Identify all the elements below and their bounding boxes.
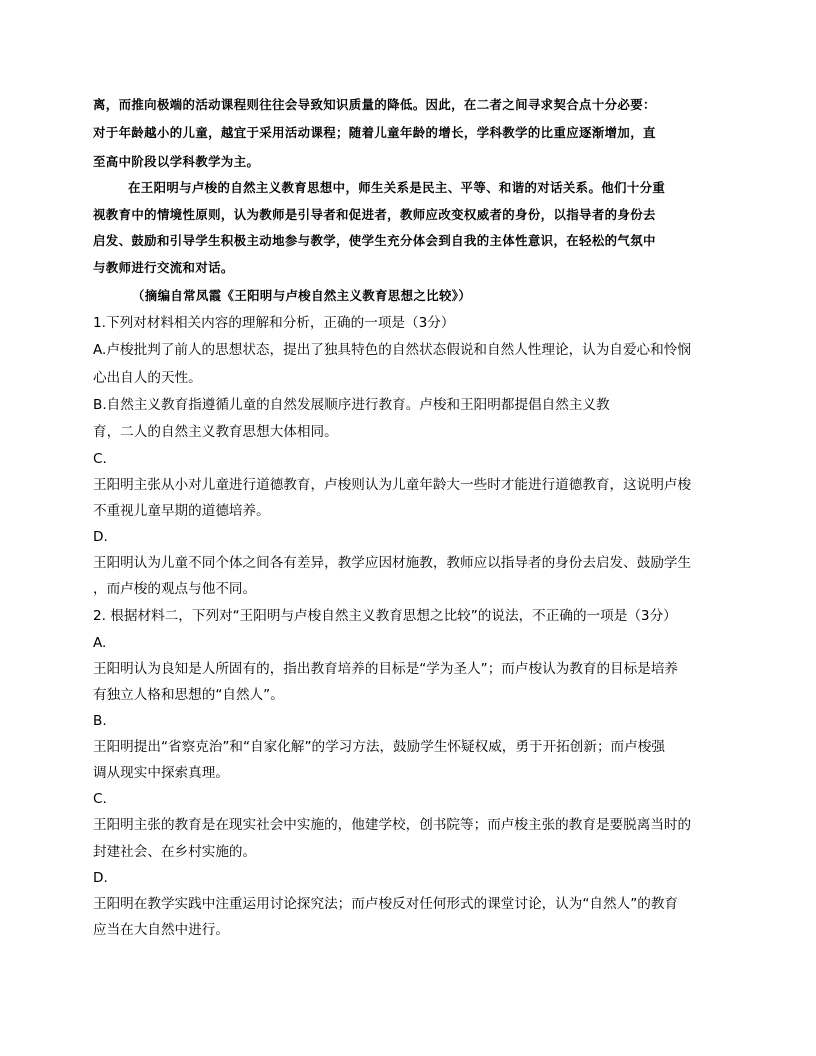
q1-option-c-line2: 不重视儿童早期的道德培养。 bbox=[93, 503, 270, 519]
q2-option-c-line1: 王阳明主张的教育是在现实社会中实施的，他建学校，创书院等；而卢梭主张的教育是要脱离当时的 bbox=[93, 817, 692, 833]
passage-line-3: 至高中阶段以学科教学为主。 bbox=[93, 154, 260, 169]
q2-option-a-label: A. bbox=[93, 635, 107, 651]
q1-option-a-line1: A.卢梭批判了前人的思想状态，提出了独具特色的自然状态假说和自然人性理论，认为自爱心和怜悯 bbox=[93, 342, 691, 358]
passage-line-2: 对于年龄越小的儿童，越宜于采用活动课程；随着儿童年龄的增长，学科教学的比重应逐渐增加，直 bbox=[93, 125, 656, 140]
passage-source: （摘编自常凤霞《王阳明与卢梭自然主义教育思想之比较》） bbox=[132, 288, 472, 303]
q2-option-c-label: C. bbox=[93, 791, 107, 807]
q1-option-c-line1: 王阳明主张从小对儿童进行道德教育，卢梭则认为儿童年龄大一些时才能进行道德教育，这说明卢梭 bbox=[93, 477, 692, 493]
passage-line-1: 离，而推向极端的活动课程则往往会导致知识质量的降低。因此，在二者之间寻求契合点十分必要： bbox=[93, 97, 656, 112]
q2-option-d-label: D. bbox=[93, 870, 108, 886]
passage-line-7: 与教师进行交流和对话。 bbox=[93, 260, 234, 275]
q1-option-d-label: D. bbox=[93, 529, 108, 545]
passage-line-4: 在王阳明与卢梭的自然主义教育思想中，师生关系是民主、平等、和谐的对话关系。他们十分重 bbox=[128, 180, 666, 195]
q1-stem: 1.下列对材料相关内容的理解和分析，正确的一项是（3分） bbox=[93, 315, 455, 331]
q2-option-d-line2: 应当在大自然中进行。 bbox=[93, 922, 229, 938]
q1-option-b-line1: B.自然主义教育指遵循儿童的自然发展顺序进行教育。卢梭和王阳明都提倡自然主义教 bbox=[93, 397, 610, 413]
q1-option-d-line1: 王阳明认为儿童不同个体之间各有差异，教学应因材施教，教师应以指导者的身份去启发、鼓励学生 bbox=[93, 555, 692, 571]
q1-option-c-label: C. bbox=[93, 451, 107, 467]
q2-option-b-line2: 调从现实中探索真理。 bbox=[93, 765, 229, 781]
q2-option-a-line1: 王阳明认为良知是人所固有的，指出教育培养的目标是“学为圣人”；而卢梭认为教育的目标是培养 bbox=[93, 661, 679, 677]
q2-option-d-line1: 王阳明在教学实践中注重运用讨论探究法；而卢梭反对任何形式的课堂讨论，认为“自然人”的教育 bbox=[93, 896, 679, 912]
q1-option-d-line2: ，而卢梭的观点与他不同。 bbox=[93, 581, 257, 597]
q2-option-b-line1: 王阳明提出“省察克治”和“自家化解”的学习方法，鼓励学生怀疑权威，勇于开拓创新；而卢梭强 bbox=[93, 739, 665, 755]
q1-option-b-line2: 育，二人的自然主义教育思想大体相同。 bbox=[93, 424, 338, 440]
q2-option-c-line2: 封建社会、在乡村实施的。 bbox=[93, 844, 257, 860]
q1-option-a-line2: 心出自人的天性。 bbox=[93, 370, 202, 386]
q2-option-b-label: B. bbox=[93, 713, 107, 729]
passage-line-5: 视教育中的情境性原则，认为教师是引导者和促进者，教师应改变权威者的身份，以指导者的身份去 bbox=[93, 207, 656, 222]
q2-stem: 2. 根据材料二，下列对“王阳明与卢梭自然主义教育思想之比较”的说法，不正确的一项是（3分） bbox=[93, 608, 677, 624]
passage-line-6: 启发、鼓励和引导学生积极主动地参与教学，使学生充分体会到自我的主体性意识，在轻松的气氛中 bbox=[93, 233, 656, 248]
q2-option-a-line2: 有独立人格和思想的“自然人”。 bbox=[93, 687, 284, 703]
